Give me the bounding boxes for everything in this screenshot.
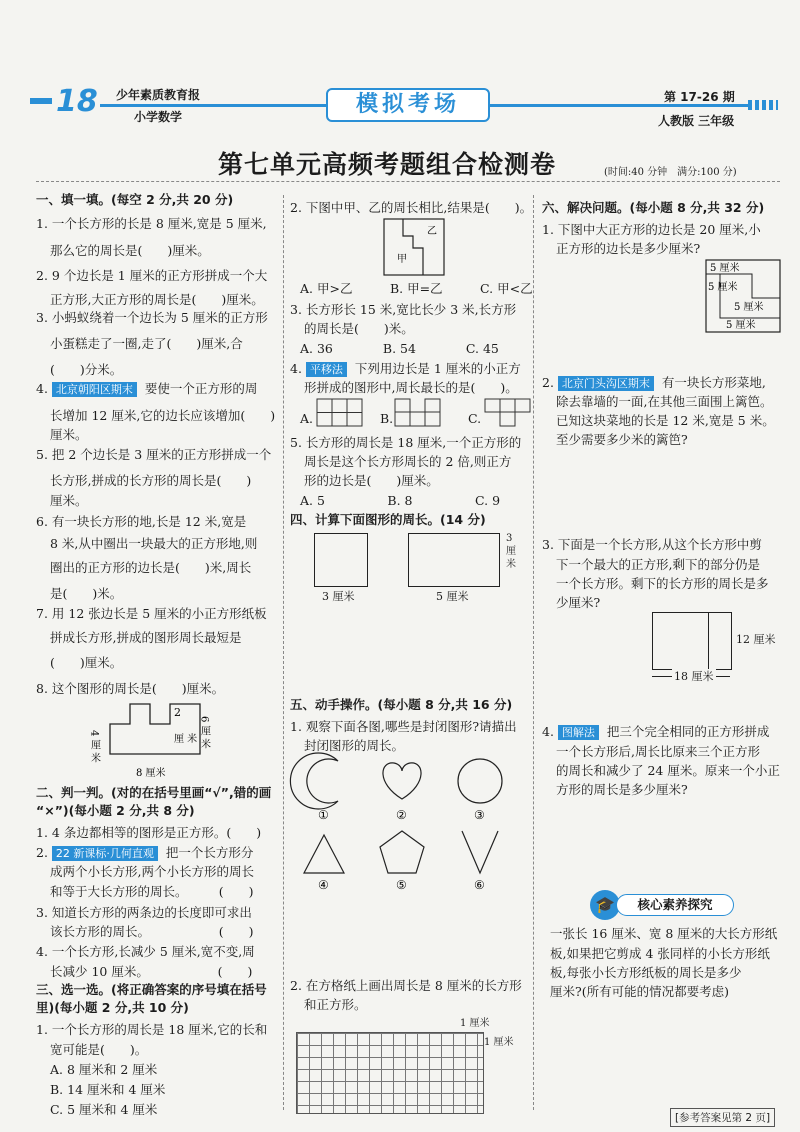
option-b: B. xyxy=(380,411,394,426)
section-title: 里)(每小题 2 分,共 10 分) xyxy=(36,1000,189,1015)
figure-p3-divider xyxy=(708,612,709,669)
question-text: 3. 小蚂蚁绕着一个边长为 5 厘米的正方形 xyxy=(36,310,268,325)
header-left-bar xyxy=(30,98,52,104)
label-jia: 甲 xyxy=(397,254,407,265)
question-number: 2. xyxy=(542,375,554,390)
question-text: ( )厘米。 xyxy=(50,655,123,670)
question-text: 长减少 10 厘米。 ( ) xyxy=(50,964,253,979)
p1-label-4: 5 厘米 xyxy=(726,320,756,331)
edition: 人教版 三年级 xyxy=(658,114,735,128)
question-number: 4. xyxy=(290,361,302,376)
v-shape xyxy=(462,831,498,873)
question-text: 要使一个正方形的周 xyxy=(144,381,258,396)
question-text: 5. 把 2 个边长是 3 厘米的正方形拼成一个 xyxy=(36,447,272,462)
question-text: 形拼成的图形中,周长最长的是( )。 xyxy=(304,380,518,395)
figure-p3-rect xyxy=(652,612,732,670)
rect-height-label: 3 厘 米 xyxy=(506,533,516,570)
question-text: 1. 下图中大正方形的边长是 20 厘米,小 xyxy=(542,222,761,237)
method-tag: 平移法 xyxy=(306,362,347,377)
question-text: 一个长方形后,周长比原来三个正方形 xyxy=(556,744,760,759)
question-text: 宽可能是( )。 xyxy=(50,1042,148,1057)
p1-label-3: 5 厘米 xyxy=(734,302,764,313)
rect-width-label: 5 厘米 xyxy=(436,590,469,603)
question-text: 把一个长方形分 xyxy=(165,845,254,860)
question-text: 正方形的边长是多少厘米? xyxy=(556,241,701,256)
header-right-bars xyxy=(748,100,778,110)
page-number: 18 xyxy=(56,84,98,119)
question-text: 下列用边长是 1 厘米的小正方 xyxy=(354,361,521,376)
question-text xyxy=(36,381,257,397)
section-title: 六、解决问题。(每小题 8 分,共 32 分) xyxy=(542,200,765,215)
question-text: 那么它的周长是( )厘米。 xyxy=(50,243,210,258)
question-text: 至少需要多少米的篱笆? xyxy=(556,432,688,447)
figure-p1 xyxy=(700,258,784,336)
question-text: 封闭图形的周长。 xyxy=(304,738,405,753)
shape-label: ④ xyxy=(318,878,329,892)
circle-shape xyxy=(458,759,502,803)
triangle-shape xyxy=(304,835,344,873)
question-text: 除去靠墙的一面,在其他三面围上篱笆。 xyxy=(556,394,773,409)
label-yi: 乙 xyxy=(427,226,437,237)
label-left: 4 厘 米 xyxy=(88,730,100,763)
section-title: 一、填一填。(每空 2 分,共 20 分) xyxy=(36,192,234,207)
shapes-figure xyxy=(294,755,524,895)
question-text: 7. 用 12 张边长是 5 厘米的小正方形纸板 xyxy=(36,606,267,621)
option: C. 5 厘米和 4 厘米 xyxy=(50,1102,158,1117)
title-rule xyxy=(36,181,780,182)
question-text: 圈出的正方形的边长是( )米,周长 xyxy=(50,560,252,575)
newspaper-name: 少年素质教育报 xyxy=(116,88,201,102)
question-text: 3. 知道长方形的两条边的长度即可求出 xyxy=(36,905,252,920)
question-number: 2. xyxy=(36,845,48,860)
question-text: 1. 观察下面各图,哪些是封闭图形?请描出 xyxy=(290,719,517,734)
core-badge xyxy=(590,890,740,920)
question-number: 4. xyxy=(36,381,48,396)
question-text: 4. 一个长方形,长减少 5 厘米,宽不变,周 xyxy=(36,944,255,959)
question-text: 是( )米。 xyxy=(50,586,123,601)
grid-unit-w: 1 厘米 xyxy=(460,1018,490,1029)
shape-label: ③ xyxy=(474,808,485,822)
question-text xyxy=(290,361,521,377)
question-text: 2. 下图中甲、乙的周长相比,结果是( )。 xyxy=(290,200,533,215)
question-text: 6. 有一块长方形的地,长是 12 米,宽是 xyxy=(36,514,247,529)
question-text: 长增加 12 厘米,它的边长应该增加( ) xyxy=(50,408,276,423)
exam-meta: (时间:40 分钟 满分:100 分) xyxy=(604,167,737,178)
question-text: 周长是这个长方形周长的 2 倍,则正方 xyxy=(304,454,512,469)
question-text: 已知这块菜地的长是 12 米,宽是 5 米。 xyxy=(556,413,775,428)
core-title: 核心素养探究 xyxy=(616,894,734,916)
question-text: 5. 长方形的周长是 18 厘米,一个正方形的 xyxy=(290,435,522,450)
subject-name: 小学数学 xyxy=(134,110,183,124)
question-text: 的周长是( )米。 xyxy=(304,321,414,336)
question-text: 拼成长方形,拼成的图形周长最短是 xyxy=(50,630,242,645)
question-text xyxy=(542,724,769,740)
label-2: 2 xyxy=(174,706,181,719)
question-text: 1. 4 条边都相等的图形是正方形。( ) xyxy=(36,825,262,840)
question-text: 小蛋糕走了一圈,走了( )厘米,合 xyxy=(50,336,243,351)
question-text: 一个长方形。剩下的长方形的周长是多 xyxy=(556,576,769,591)
option-c: C. xyxy=(468,411,482,426)
question-number: 4. xyxy=(542,724,554,739)
question-text: 3. 下面是一个长方形,从这个长方形中剪 xyxy=(542,537,762,552)
shape-label: ⑤ xyxy=(396,878,407,892)
column-divider xyxy=(533,195,534,1110)
option-c-figure xyxy=(484,398,532,428)
options: A. 甲>乙 B. 甲=乙 C. 甲<乙 xyxy=(300,281,533,296)
method-tag: 图解法 xyxy=(558,725,599,740)
source-tag: 22 新课标·几何直观 xyxy=(52,846,158,861)
core-text: 一张长 16 厘米、宽 8 厘米的大长方形纸 xyxy=(550,926,778,941)
shape-label: ① xyxy=(318,808,329,822)
section-title: 四、计算下面图形的周长。(14 分) xyxy=(290,512,486,527)
banner-title: 模拟考场 xyxy=(326,88,490,122)
question-text: 2. 在方格纸上画出周长是 8 厘米的长方形 xyxy=(290,978,522,993)
question-text: 把三个完全相同的正方形拼成 xyxy=(606,724,770,739)
question-text: 厘米。 xyxy=(50,493,88,508)
p1-label-2: 5 厘米 xyxy=(708,282,738,293)
p3-width-label: 18 厘米 xyxy=(674,670,714,683)
question-text: 成两个小长方形,两个小长方形的周长 xyxy=(50,864,254,879)
question-text: 长方形,拼成的长方形的周长是( ) xyxy=(50,473,252,488)
core-text: 厘米?(所有可能的情况都要考虑) xyxy=(550,984,729,999)
figure-q8 xyxy=(90,694,230,784)
question-text: ( )分米。 xyxy=(50,362,123,377)
figure-q2 xyxy=(383,218,445,276)
shape-label: ⑥ xyxy=(474,878,485,892)
question-text: 8 米,从中圈出一块最大的正方形地,则 xyxy=(50,536,258,551)
question-text: 正方形,大正方形的周长是( )厘米。 xyxy=(50,292,264,307)
question-text: 1. 一个长方形的周长是 18 厘米,它的长和 xyxy=(36,1022,268,1037)
p3-height-label: 12 厘米 xyxy=(736,633,776,646)
core-text: 板,如果把它剪成 4 张同样的小长方形纸 xyxy=(550,946,770,961)
column-divider xyxy=(283,195,284,1110)
page-title: 第七单元高频考题组合检测卷 xyxy=(218,150,557,179)
question-text: 8. 这个图形的周长是( )厘米。 xyxy=(36,681,225,696)
question-text: 3. 长方形长 15 米,宽比长少 3 米,长方形 xyxy=(290,302,517,317)
rectangle-figure xyxy=(408,533,500,587)
crescent-shape xyxy=(290,753,338,809)
graduation-cap-icon: 🎓 xyxy=(590,890,620,920)
question-text: 方形的周长是多少厘米? xyxy=(556,782,688,797)
heart-shape xyxy=(383,763,421,799)
question-text: 的周长和减少了 24 厘米。原来一个小正 xyxy=(556,763,780,778)
question-text: 和等于大长方形的周长。 ( ) xyxy=(50,884,254,899)
option-b-figure xyxy=(394,398,442,428)
question-text xyxy=(542,375,766,391)
options: A. 36 B. 54 C. 45 xyxy=(300,341,499,356)
question-text xyxy=(36,845,253,861)
grid-paper xyxy=(296,1032,484,1114)
answer-reference: [参考答案见第 2 页] xyxy=(670,1108,775,1127)
option-a-figure xyxy=(316,398,364,428)
question-text: 厘米。 xyxy=(50,427,88,442)
question-text: 2. 9 个边长是 1 厘米的正方形拼成一个大 xyxy=(36,268,268,283)
option: B. 14 厘米和 4 厘米 xyxy=(50,1082,166,1097)
question-text: 1. 一个长方形的长是 8 厘米,宽是 5 厘米, xyxy=(36,216,267,231)
question-text: 有一块长方形菜地, xyxy=(661,375,766,390)
question-text: 少厘米? xyxy=(556,595,601,610)
option: A. 8 厘米和 2 厘米 xyxy=(50,1062,158,1077)
source-tag: 北京门头沟区期末 xyxy=(558,376,654,391)
p1-label-1: 5 厘米 xyxy=(710,263,740,274)
grid-unit-h: 1 厘米 xyxy=(484,1037,514,1048)
source-tag: 北京朝阳区期末 xyxy=(52,382,137,397)
shape-label: ② xyxy=(396,808,407,822)
label-bottom: 8 厘米 xyxy=(136,768,166,779)
pentagon-shape xyxy=(380,831,424,873)
issue: 第 17-26 期 xyxy=(664,90,735,104)
section-title: 二、判一判。(对的在括号里画“√”,错的画 xyxy=(36,785,272,800)
question-text: 形的边长是( )厘米。 xyxy=(304,473,439,488)
question-text: 和正方形。 xyxy=(304,997,367,1012)
section-title: 三、选一选。(将正确答案的序号填在括号 xyxy=(36,982,267,997)
core-text: 板,每张小长方形纸板的周长是多少 xyxy=(550,965,742,980)
question-text: 该长方形的周长。 ( ) xyxy=(50,924,254,939)
label-right: 6 厘 米 xyxy=(198,716,210,749)
square-figure xyxy=(314,533,368,587)
section-title: 五、动手操作。(每小题 8 分,共 16 分) xyxy=(290,697,513,712)
option-a: A. xyxy=(300,411,314,426)
section-title: “×”)(每小题 2 分,共 8 分) xyxy=(36,803,195,818)
options: A. 5 B. 8 C. 9 xyxy=(300,493,501,508)
question-text: 下一个最大的正方形,剩下的部分仍是 xyxy=(556,557,760,572)
square-label: 3 厘米 xyxy=(322,590,355,603)
label-mid: 厘 米 xyxy=(174,734,198,745)
